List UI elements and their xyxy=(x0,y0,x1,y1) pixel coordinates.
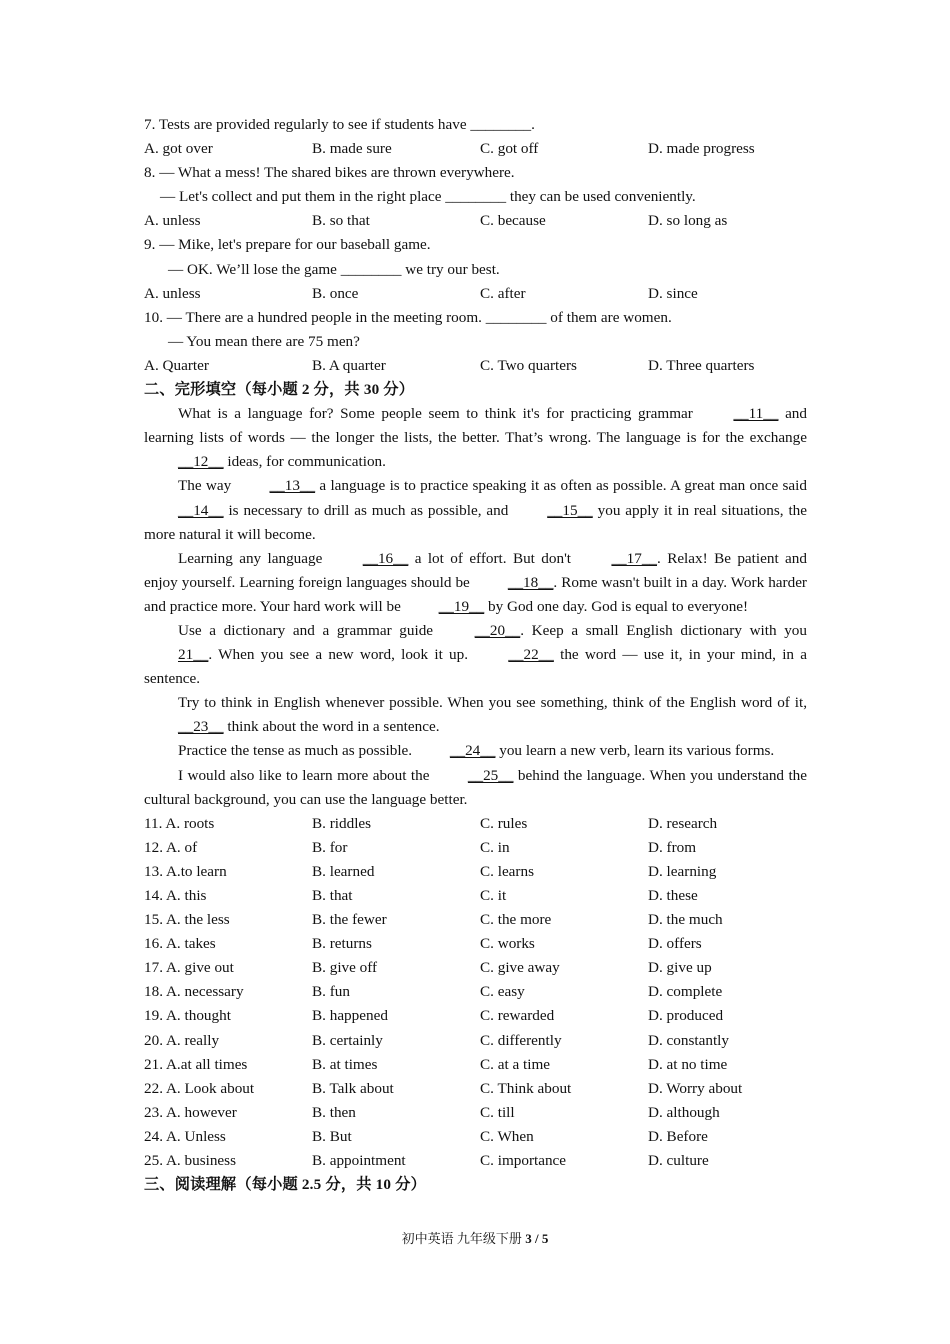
footer-title: 初中英语 九年级下册 xyxy=(401,1231,522,1246)
blank-number: __20__ xyxy=(474,621,521,639)
passage-text: you learn a new verb, learn its various forms. xyxy=(495,742,775,760)
passage-text: behind the language. When you understand the cultural background, you can use the language better. xyxy=(144,766,807,808)
option-row xyxy=(144,860,807,884)
passage-text: ideas, for communication. xyxy=(223,453,386,471)
option: C. When xyxy=(480,1127,534,1145)
mcq-section xyxy=(144,113,807,378)
option: B. riddles xyxy=(312,814,372,832)
option: 20. A. really xyxy=(144,1031,220,1049)
passage-paragraph xyxy=(144,619,807,691)
option: C. after xyxy=(480,284,526,302)
section-heading-cloze: 二、完形填空（每小题 2 分，共 30 分） xyxy=(144,381,415,399)
option: B. Talk about xyxy=(312,1079,394,1097)
option: B. But xyxy=(312,1127,352,1145)
option: B. learned xyxy=(312,862,375,880)
section-heading-reading: 三、阅读理解（每小题 2.5 分，共 10 分） xyxy=(144,1176,426,1194)
option: 15. A. the less xyxy=(144,911,230,929)
option: C. got off xyxy=(480,140,539,158)
blank-number: __19__ xyxy=(438,597,485,615)
question-stem: — OK. We’ll lose the game ________ we try our best. xyxy=(168,260,500,278)
option-row xyxy=(144,1029,807,1053)
option-row xyxy=(144,1053,807,1077)
option: D. from xyxy=(648,838,697,856)
option-row xyxy=(144,908,807,932)
option-row xyxy=(144,980,807,1004)
option: B. then xyxy=(312,1103,356,1121)
option: C. till xyxy=(480,1103,515,1121)
option-row xyxy=(144,282,807,306)
option: 21. A.at all times xyxy=(144,1055,248,1073)
option: 23. A. however xyxy=(144,1103,237,1121)
option: C. rules xyxy=(480,814,528,832)
option: 22. A. Look about xyxy=(144,1079,255,1097)
footer-total-pages: 5 xyxy=(541,1231,549,1246)
option-row xyxy=(144,812,807,836)
passage-paragraph xyxy=(144,739,807,763)
passage-text: . Rome wasn't built in a day. Work harder and practice more. Your hard work will be xyxy=(144,573,807,615)
option: B. appointment xyxy=(312,1152,406,1170)
option: 19. A. thought xyxy=(144,1007,231,1025)
passage-paragraph xyxy=(144,691,807,739)
option: B. at times xyxy=(312,1055,378,1073)
option: B. returns xyxy=(312,935,372,953)
passage-paragraph xyxy=(144,402,807,474)
option: D. Worry about xyxy=(648,1079,743,1097)
passage-text: Practice the tense as much as possible. xyxy=(178,742,416,760)
option-row xyxy=(144,1077,807,1101)
option: B. for xyxy=(312,838,348,856)
option-row xyxy=(144,932,807,956)
option: C. differently xyxy=(480,1031,562,1049)
option: 13. A.to learn xyxy=(144,862,227,880)
option: C. learns xyxy=(480,862,534,880)
blank-number: __15__ xyxy=(547,501,593,519)
footer-page-number: 3 xyxy=(525,1231,532,1246)
blank-number: __22__ xyxy=(508,646,554,664)
option-row xyxy=(144,137,807,161)
option: D. culture xyxy=(648,1152,709,1170)
option: D. constantly xyxy=(648,1031,729,1049)
blank-number: __11__ xyxy=(733,405,779,423)
passage-text: you apply it in real situations, the more natural it will become. xyxy=(144,501,808,543)
blank-number: __24__ xyxy=(449,742,496,760)
option: C. the more xyxy=(480,911,552,929)
passage-paragraph xyxy=(144,547,807,619)
option: A. got over xyxy=(144,140,213,158)
passage-paragraph xyxy=(144,764,807,812)
passage-text: a language is to practice speaking it as often as possible. A great man once said xyxy=(315,477,807,495)
cloze-passage xyxy=(144,402,807,812)
option: B. fun xyxy=(312,983,350,1001)
option: C. it xyxy=(480,887,507,904)
option: D. Before xyxy=(648,1127,708,1145)
option: B. happened xyxy=(312,1007,388,1025)
option: 24. A. Unless xyxy=(144,1127,226,1145)
passage-text: and learning lists of words — the longer the lists, the better. That’s wrong. The language is for the exchange xyxy=(144,405,807,447)
option: 12. A. of xyxy=(144,838,198,856)
option: B. made sure xyxy=(312,140,392,158)
passage-text: by God one day. God is equal to everyone! xyxy=(484,597,749,615)
question-stem: 8. — What a mess! The shared bikes are thrown everywhere. xyxy=(144,164,515,182)
option-row xyxy=(144,354,807,378)
option: C. at a time xyxy=(480,1055,551,1073)
option: B. so that xyxy=(312,212,370,230)
option-row xyxy=(144,1125,807,1149)
option: D. so long as xyxy=(648,212,728,230)
passage-text: the word — use it, in your mind, in a sentence. xyxy=(144,646,807,688)
option: C. in xyxy=(480,838,510,856)
question-stem: 9. — Mike, let's prepare for our baseball game. xyxy=(144,236,431,254)
option: 18. A. necessary xyxy=(144,983,244,1001)
option-row xyxy=(144,956,807,980)
option: D. although xyxy=(648,1103,720,1121)
option: B. once xyxy=(312,284,359,302)
blank-number: __14__ xyxy=(178,501,224,519)
option: B. certainly xyxy=(312,1031,383,1049)
option: D. at no time xyxy=(648,1055,728,1073)
page-footer xyxy=(0,1228,950,1247)
option: D. Three quarters xyxy=(648,356,755,374)
passage-paragraph xyxy=(144,474,807,546)
blank-number: __18__ xyxy=(507,573,554,591)
passage-text: . When you see a new word, look it up. xyxy=(208,646,475,664)
option-row xyxy=(144,209,807,233)
passage-text: . Relax! Be patient and enjoy yourself. Learning foreign languages should be xyxy=(144,549,807,591)
option-row xyxy=(144,836,807,860)
option: C. works xyxy=(480,935,535,953)
option: D. the much xyxy=(648,911,723,929)
blank-number: __25__ xyxy=(467,766,514,784)
blank-number: __12__ xyxy=(178,453,224,471)
option-row xyxy=(144,1101,807,1125)
option-row xyxy=(144,1149,807,1173)
blank-number: __13__ xyxy=(269,477,316,495)
blank-number: __17__ xyxy=(611,549,657,567)
option: A. Quarter xyxy=(144,356,209,374)
question-stem: 7. Tests are provided regularly to see if students have ________. xyxy=(144,116,535,133)
passage-text: The way xyxy=(178,477,236,495)
blank-number: __23__ xyxy=(178,718,224,736)
option: 11. A. roots xyxy=(144,814,215,832)
option-row xyxy=(144,884,807,908)
option: D. learning xyxy=(648,862,717,880)
option: C. give away xyxy=(480,959,560,977)
option: 25. A. business xyxy=(144,1152,236,1170)
option: B. that xyxy=(312,887,353,904)
option-row xyxy=(144,1004,807,1028)
option: D. complete xyxy=(648,983,723,1001)
option: D. research xyxy=(648,814,718,832)
option: D. give up xyxy=(648,959,712,977)
passage-text: is necessary to drill as much as possible, and xyxy=(223,501,514,519)
option: C. Two quarters xyxy=(480,356,577,374)
question-stem: 10. — There are a hundred people in the meeting room. ________ of them are women. xyxy=(144,308,672,326)
option: 14. A. this xyxy=(144,887,207,904)
option: D. made progress xyxy=(648,140,755,158)
option: C. rewarded xyxy=(480,1007,555,1025)
exam-page xyxy=(144,113,807,1197)
option: A. unless xyxy=(144,212,201,230)
option: C. because xyxy=(480,212,546,230)
option: C. Think about xyxy=(480,1079,572,1097)
option: B. give off xyxy=(312,959,378,977)
option: B. the fewer xyxy=(312,911,387,929)
option: D. offers xyxy=(648,935,702,953)
passage-text: . Keep a small English dictionary with you xyxy=(520,621,807,639)
question-stem: — You mean there are 75 men? xyxy=(168,332,360,350)
passage-text: Try to think in English whenever possible. When you see something, think of the English word of it, xyxy=(178,694,807,712)
passage-text: What is a language for? Some people seem to think it's for practicing grammar xyxy=(178,405,700,423)
option: D. since xyxy=(648,284,698,302)
footer-separator: / xyxy=(534,1231,539,1246)
option: B. A quarter xyxy=(312,356,386,374)
option: D. produced xyxy=(648,1007,724,1025)
blank-number: __16__ xyxy=(362,549,409,567)
cloze-questions xyxy=(144,812,807,1173)
option: C. easy xyxy=(480,983,525,1001)
passage-text: Learning any language xyxy=(178,549,329,567)
option: 16. A. takes xyxy=(144,935,216,953)
passage-text: Use a dictionary and a grammar guide xyxy=(178,621,441,639)
passage-text: a lot of effort. But don't xyxy=(408,549,578,567)
option: A. unless xyxy=(144,284,201,302)
passage-text: I would also like to learn more about the xyxy=(178,766,434,784)
blank-number: 21__ xyxy=(178,646,209,664)
option: C. importance xyxy=(480,1152,567,1170)
passage-text: think about the word in a sentence. xyxy=(223,718,440,736)
question-stem: — Let's collect and put them in the right place ________ they can be used conveniently. xyxy=(160,188,696,206)
option: 17. A. give out xyxy=(144,959,234,977)
option: D. these xyxy=(648,887,698,904)
